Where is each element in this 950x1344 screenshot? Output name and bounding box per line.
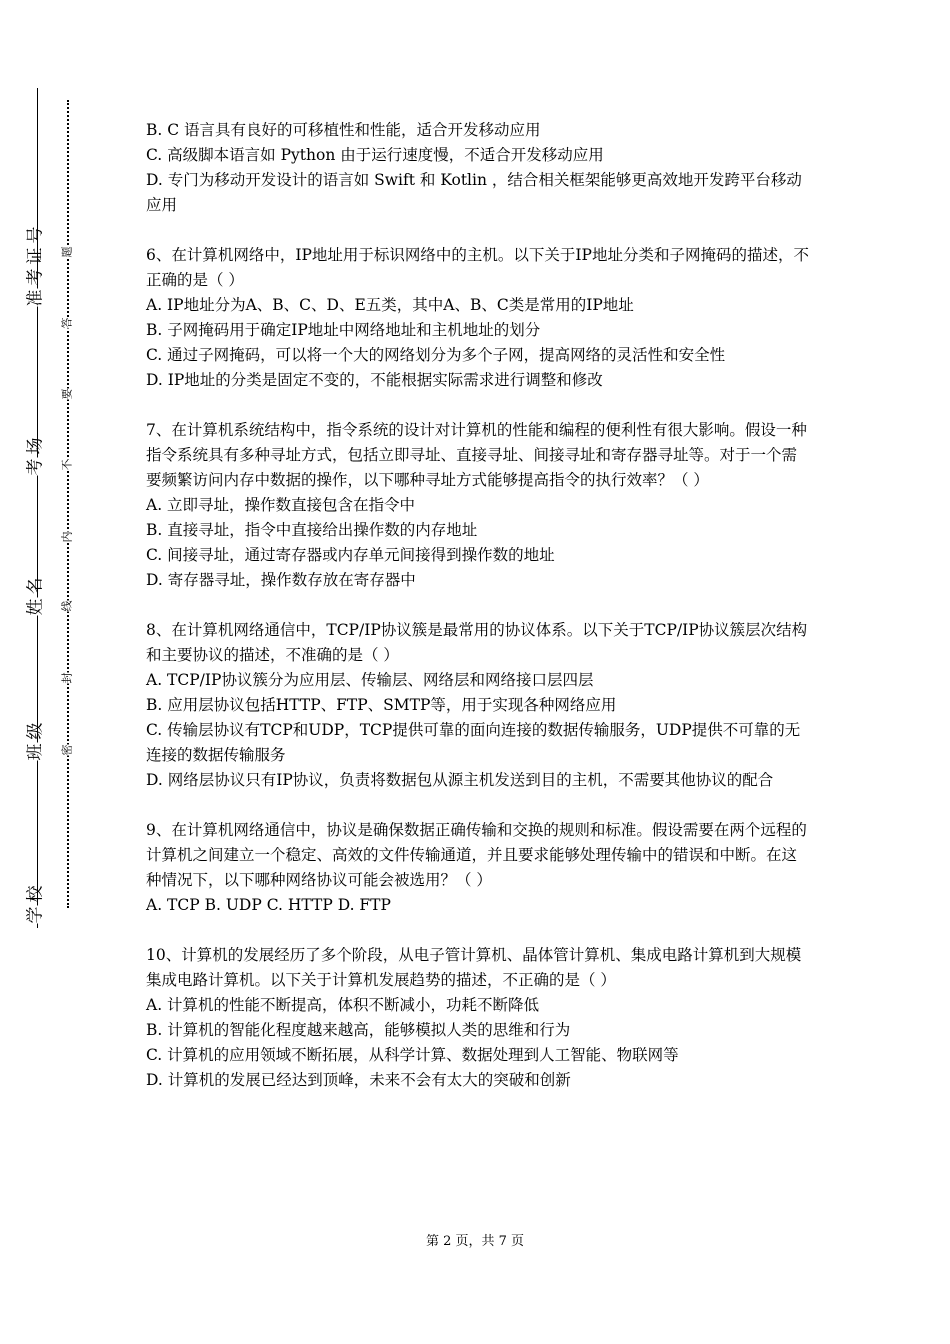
option: B. C 语言具有良好的可移植性和性能，适合开发移动应用 xyxy=(146,121,541,139)
option: A. IP地址分为A、B、C、D、E五类，其中A、B、C类是常用的IP地址 xyxy=(146,296,634,314)
option: A. TCP B. UDP C. HTTP D. FTP xyxy=(146,896,391,914)
field-exam-room: 考场 xyxy=(19,458,48,476)
question-stem: 9、在计算机网络通信中，协议是确保数据正确传输和交换的规则和标准。假设需要在两个远程的计算机之间建立一个稳定、高效的文件传输通道，并且要求能够处理传输中的错误和中断。在这种情况下，以下哪种网络协议可能会被选用？（ ） xyxy=(146,821,807,889)
option: B. 应用层协议包括HTTP、FTP、SMTP等，用于实现各种网络应用 xyxy=(146,696,617,714)
option: B. 计算机的智能化程度越来越高，能够模拟人类的思维和行为 xyxy=(146,1021,571,1039)
field-class: 班级 xyxy=(19,743,48,761)
field-school: 学校 xyxy=(19,906,48,924)
field-exam-number: 准考证号 xyxy=(19,289,48,307)
seal-char: 密 xyxy=(60,744,74,756)
option: D. 专门为移动开发设计的语言如 Swift 和 Kotlin ，结合相关框架能够更高效地开发跨平台移动应用 xyxy=(146,171,802,214)
option: A. 计算机的性能不断提高，体积不断减小，功耗不断降低 xyxy=(146,996,540,1014)
option: D. IP地址的分类是固定不变的，不能根据实际需求进行调整和修改 xyxy=(146,371,603,389)
option: B. 直接寻址，指令中直接给出操作数的内存地址 xyxy=(146,521,478,539)
seal-char: 答 xyxy=(60,317,74,329)
seal-char: 不 xyxy=(60,459,74,471)
page-number: 第 2 页，共 7 页 xyxy=(425,1234,525,1249)
seal-char: 题 xyxy=(60,246,74,258)
option: C. 高级脚本语言如 Python 由于运行速度慢，不适合开发移动应用 xyxy=(146,146,604,164)
option: C. 传输层协议有TCP和UDP，TCP提供可靠的面向连接的数据传输服务，UDP提供不可靠的无连接的数据传输服务 xyxy=(146,721,801,764)
question-7 xyxy=(146,418,810,593)
binding-line xyxy=(37,88,38,928)
seal-char: 内 xyxy=(60,531,74,543)
continued-options xyxy=(146,118,810,218)
seal-char: 封 xyxy=(60,672,74,684)
question-6 xyxy=(146,243,810,393)
seal-dotted-line xyxy=(67,100,69,908)
question-stem: 7、在计算机系统结构中，指令系统的设计对计算机的性能和编程的便利性有很大影响。假设一种指令系统具有多种寻址方式，包括立即寻址、直接寻址、间接寻址和寄存器寻址等。对于一个需要频繁访问内存中数据的操作，以下哪种寻址方式能够提高指令的执行效率？（ ） xyxy=(146,421,807,489)
option: B. 子网掩码用于确定IP地址中网络地址和主机地址的划分 xyxy=(146,321,541,339)
option: C. 计算机的应用领域不断拓展，从科学计算、数据处理到人工智能、物联网等 xyxy=(146,1046,679,1064)
exam-content xyxy=(146,118,810,1093)
option: D. 网络层协议只有IP协议，负责将数据包从源主机发送到目的主机，不需要其他协议的配合 xyxy=(146,771,774,789)
seal-char: 要 xyxy=(60,388,74,400)
option: D. 计算机的发展已经达到顶峰，未来不会有太大的突破和创新 xyxy=(146,1071,571,1089)
question-8 xyxy=(146,618,810,793)
question-stem: 10、计算机的发展经历了多个阶段，从电子管计算机、晶体管计算机、集成电路计算机到大规模集成电路计算机。以下关于计算机发展趋势的描述，不正确的是（ ） xyxy=(146,946,802,989)
question-9 xyxy=(146,818,810,918)
option: C. 通过子网掩码，可以将一个大的网络划分为多个子网，提高网络的灵活性和安全性 xyxy=(146,346,726,364)
question-10 xyxy=(146,943,810,1093)
option: A. 立即寻址，操作数直接包含在指令中 xyxy=(146,496,416,514)
option: A. TCP/IP协议簇分为应用层、传输层、网络层和网络接口层四层 xyxy=(146,671,594,689)
field-name: 姓名 xyxy=(19,598,48,616)
option: C. 间接寻址，通过寄存器或内存单元间接得到操作数的地址 xyxy=(146,546,555,564)
question-stem: 8、在计算机网络通信中，TCP/IP协议簇是最常用的协议体系。以下关于TCP/IP协议簇层次结构和主要协议的描述，不准确的是（ ） xyxy=(146,621,808,664)
question-stem: 6、在计算机网络中，IP地址用于标识网络中的主机。以下关于IP地址分类和子网掩码的描述，不正确的是（ ） xyxy=(146,246,809,289)
seal-char: 线 xyxy=(60,600,74,612)
option: D. 寄存器寻址，操作数存放在寄存器中 xyxy=(146,571,416,589)
